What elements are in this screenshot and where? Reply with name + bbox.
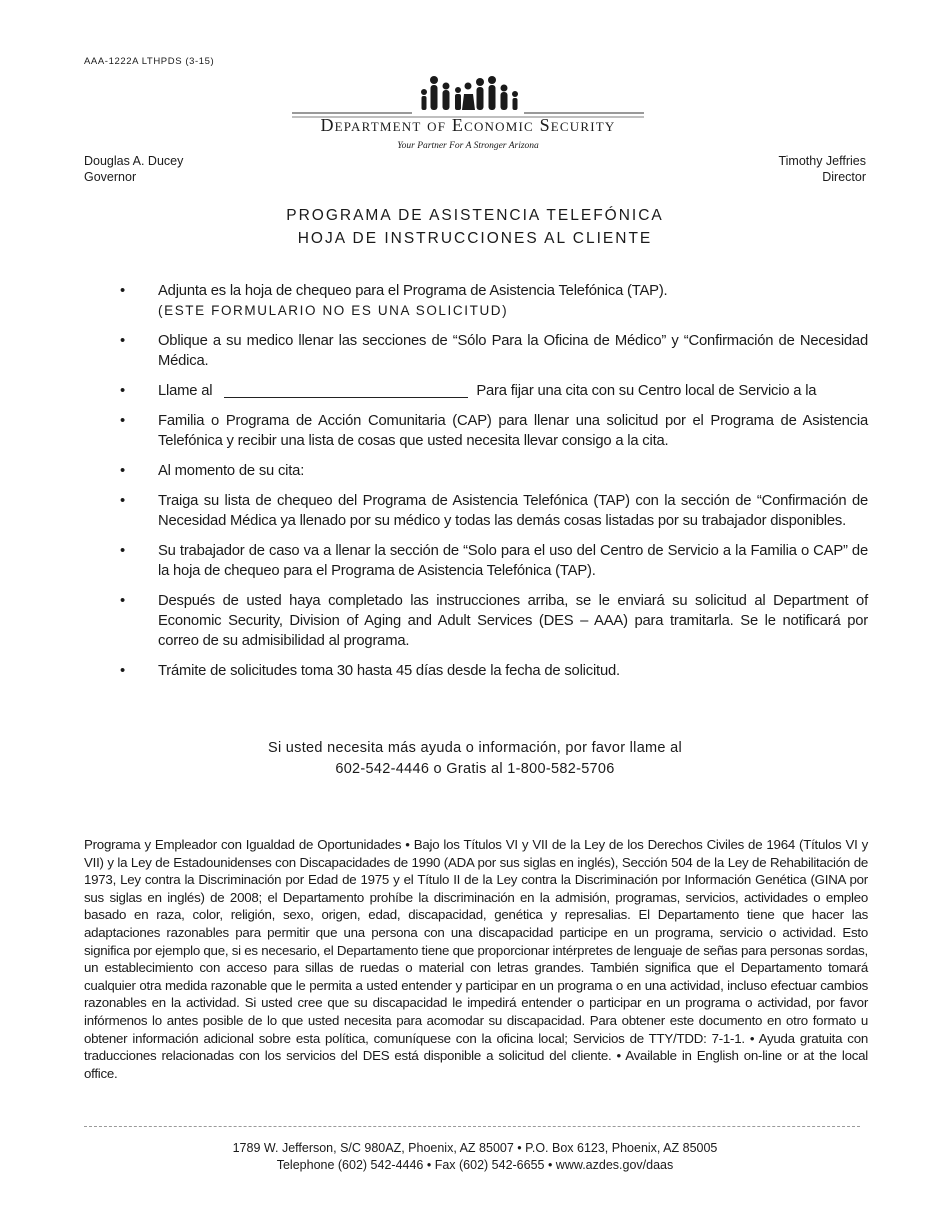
equal-opportunity-notice: Programa y Empleador con Igualdad de Oportunidades • Bajo los Títulos VI y VII de la Ley de los Derechos Civiles de 1964 (Títulos VI y VII) y la Ley de Estadounidenses con Discapacidades de 1990 (ADA por sus siglas en inglés), Sección 504 de la Ley de Rehabilitación de 1973, Ley contra la Discriminación por Edad de 1975 y el Título II de la Ley contra la Discriminación por Información Genética (GINA por sus siglas en inglés) de 2008; el Departamento prohíbe la discriminación en la admisión, programas, servicios, actividades o empleo basado en raza, color, religión, sexo, origen, edad, discapacidad, genética y represalias. El Departamento tiene que hacer las adaptaciones razonables para permitir que una persona con una discapacidad participe en un programa, servicio o actividad. Esto significa por ejemplo que, si es necesario, el Departamento tiene que proporcionar intérpretes de lenguaje de señas para personas sordas, un establecimiento con acceso para sillas de ruedas o material con letras grandes. También significa que el Departamento tomará cualquier otra medida razonable que le permita a usted entender y participar en un programa o en una actividad, incluso efectuar cambios razonables en la actividad. Si usted cree que su discapacidad le impedirá entender o participar en un programa o actividad, por favor infórmenos lo antes posible de lo que usted necesita para acomodar su discapacidad. Para obtener este documento en otro formato u obtener información adicional sobre esta política, comuníquese con la oficina local; Servicios de TTY/TDD: 7-1-1. • Ayuda gratuita con traducciones relacionadas con los servicios del DES está disponible a solicitud del cliente. • Available in English on-line or at the local office. [84,837,869,1081]
bullet-icon: • [120,383,125,399]
bullet-icon: • [120,283,125,299]
director-title: Director [822,170,866,184]
footer [0,1140,950,1174]
director-name: Timothy Jeffries [778,154,866,168]
footer-contact: Telephone (602) 542-4446 • Fax (602) 542-6655 • www.azdes.gov/daas [276,1158,674,1172]
bullet-icon: • [120,493,125,509]
bullet-icon: • [120,543,125,559]
footer-divider [84,1126,860,1127]
phone-number-blank[interactable] [224,382,468,398]
director-block [778,153,866,185]
des-logo [292,70,644,156]
bullet-icon: • [120,413,125,429]
bullet-icon: • [120,663,125,679]
governor-title: Governor [84,170,137,184]
bullet-icon: • [120,463,125,479]
list-item: • Llame al Para fijar una cita con su Centro local de Servicio a la [120,383,817,399]
bullet-icon: • [120,593,125,609]
bullet-icon: • [120,333,125,349]
family-silhouette-icon [292,70,644,118]
list-item: • Adjunta es la hoja de chequeo para el Programa de Asistencia Telefónica (TAP). (ESTE FORMULARIO NO ES UNA SOLICITUD) [120,283,668,318]
form-id: AAA-1222A LTHPDS (3-15) [84,56,215,67]
agency-name: Department of Economic Security [320,115,616,135]
instruction-list [118,281,868,691]
list-item: • Trámite de solicitudes toma 30 hasta 45 días desde la fecha de solicitud. [120,663,620,679]
page-title: PROGRAMA DE ASISTENCIA TELEFÓNICA [286,207,664,224]
governor-name: Douglas A. Ducey [84,154,184,168]
list-item: • Traiga su lista de chequeo del Programa de Asistencia Telefónica (TAP) con la sección de “Confirmación de Necesidad Médica ya llenado por su médico y todas las demás cosas listadas por su trabajador disponibles. [120,493,868,529]
help-line: Si usted necesita más ayuda o información, por favor llame al [267,740,683,756]
list-item: • Al momento de su cita: [120,463,305,479]
agency-tagline: Your Partner For A Stronger Arizona [397,141,539,151]
list-item: • Después de usted haya completado las instrucciones arriba, se le enviará su solicitud al Department of Economic Security, Division of Aging and Adult Services (DES – AAA) para tramitarla. Se le notificará por correo de su admisibilidad al programa. [120,593,868,649]
help-phones: 602-542-4446 o Gratis al 1-800-582-5706 [335,761,615,777]
list-item: • Su trabajador de caso va a llenar la sección de “Solo para el uso del Centro de Servicio a la Familia o CAP” de la hoja de chequeo para el Programa de Asistencia Telefónica (TAP). [120,543,868,579]
governor-block [84,153,183,185]
list-item: • Oblique a su medico llenar las secciones de “Sólo Para la Oficina de Médico” y “Confirmación de Necesidad Médica. [120,333,868,369]
list-item: • Familia o Programa de Acción Comunitaria (CAP) para llenar una solicitud por el Programa de Asistencia Telefónica y recibir una lista de cosas que usted necesita llevar consigo a la cita. [120,413,868,449]
not-an-application-note: (ESTE FORMULARIO NO ES UNA SOLICITUD) [158,303,509,318]
footer-address: 1789 W. Jefferson, S/C 980AZ, Phoenix, AZ 85007 • P.O. Box 6123, Phoenix, AZ 85005 [232,1141,718,1155]
page-subtitle: HOJA DE INSTRUCCIONES AL CLIENTE [297,230,653,247]
help-contact [0,738,950,780]
